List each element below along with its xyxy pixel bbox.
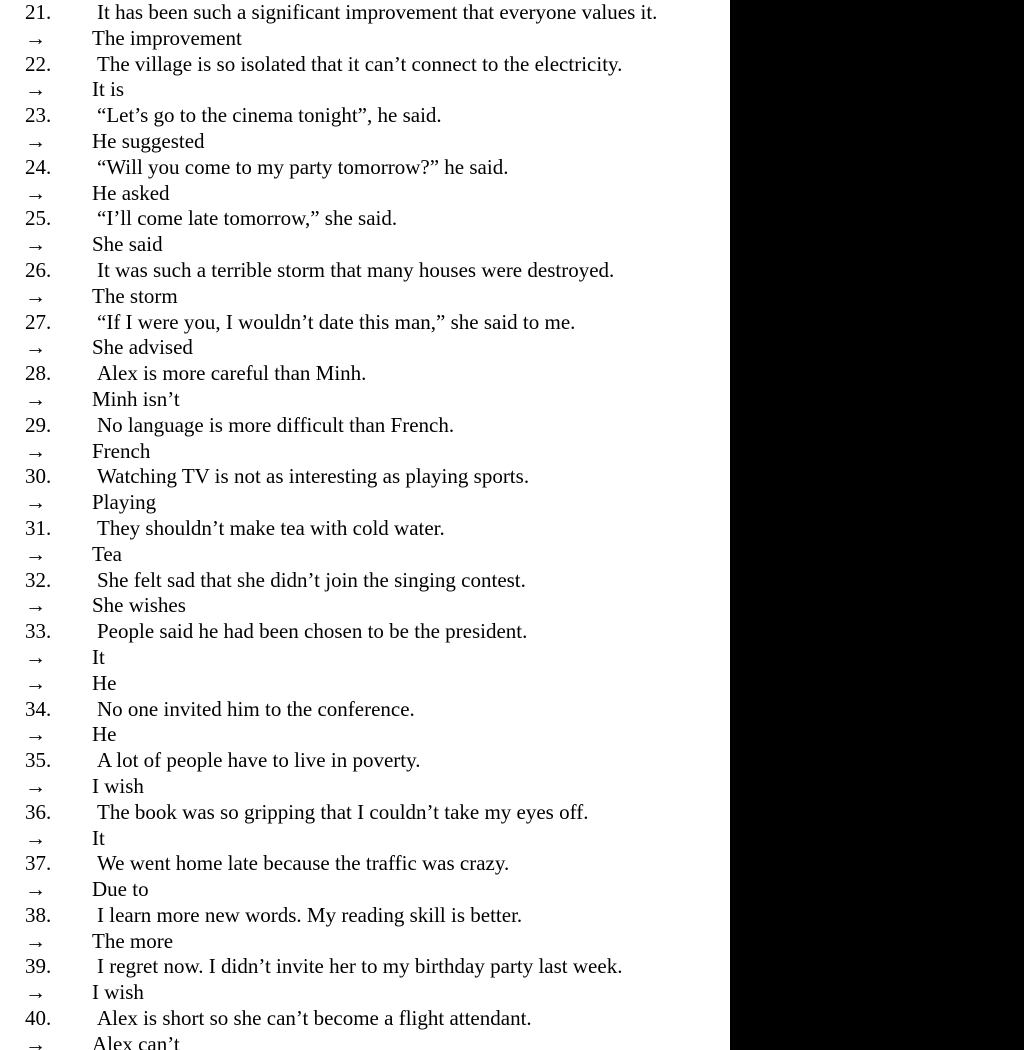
answer-stem-text: He suggested	[92, 128, 205, 153]
answer-prompt-line	[0, 77, 730, 103]
question-text: The village is so isolated that it can’t connect to the electricity.	[97, 51, 623, 76]
answer-prompt-line	[0, 980, 730, 1006]
question-line	[0, 310, 730, 336]
answer-prompt-line	[0, 826, 730, 852]
arrow-icon: →	[25, 541, 46, 566]
question-number: 24.	[25, 154, 52, 179]
question-number: 31.	[25, 515, 52, 540]
question-number: 36.	[25, 799, 52, 824]
answer-stem-text: It	[92, 644, 105, 669]
question-line	[0, 800, 730, 826]
arrow-icon: →	[25, 180, 46, 205]
question-line	[0, 697, 730, 723]
answer-stem-text: The improvement	[92, 25, 242, 50]
question-number: 30.	[25, 464, 52, 489]
question-number: 21.	[25, 0, 52, 24]
arrow-icon: →	[25, 335, 46, 360]
answer-prompt-line	[0, 232, 730, 258]
answer-stem-text: The more	[92, 928, 174, 953]
question-number: 32.	[25, 567, 52, 592]
answer-prompt-line	[0, 387, 730, 413]
arrow-icon: →	[25, 283, 46, 308]
question-text: People said he had been chosen to be the president.	[97, 619, 528, 644]
arrow-icon: →	[25, 670, 46, 695]
question-text: “Let’s go to the cinema tonight”, he said.	[97, 103, 442, 128]
arrow-icon: →	[25, 877, 46, 902]
question-line	[0, 103, 730, 129]
answer-stem-text: The storm	[92, 283, 178, 308]
arrow-icon: →	[25, 773, 46, 798]
answer-stem-text: It	[92, 825, 105, 850]
answer-prompt-line	[0, 593, 730, 619]
question-line	[0, 954, 730, 980]
arrow-icon: →	[25, 386, 46, 411]
question-line	[0, 52, 730, 78]
arrow-icon: →	[25, 77, 46, 102]
question-number: 39.	[25, 954, 52, 979]
question-number: 22.	[25, 51, 52, 76]
question-number: 27.	[25, 309, 52, 334]
answer-prompt-line	[0, 645, 730, 671]
question-number: 38.	[25, 902, 52, 927]
question-number: 25.	[25, 206, 52, 231]
arrow-icon: →	[25, 593, 46, 618]
answer-stem-text: Playing	[92, 490, 157, 515]
question-line	[0, 258, 730, 284]
answer-prompt-line	[0, 1032, 730, 1050]
arrow-icon: →	[25, 25, 46, 50]
black-side-band	[730, 0, 1024, 1050]
answer-prompt-line	[0, 877, 730, 903]
answer-stem-text: She wishes	[92, 593, 186, 618]
question-line	[0, 903, 730, 929]
question-text: No language is more difficult than French.	[97, 412, 455, 437]
arrow-icon: →	[25, 825, 46, 850]
question-text: I learn more new words. My reading skill is better.	[97, 902, 523, 927]
question-line	[0, 619, 730, 645]
answer-stem-text: She advised	[92, 335, 193, 360]
question-text: She felt sad that she didn’t join the singing contest.	[97, 567, 526, 592]
question-text: “I’ll come late tomorrow,” she said.	[97, 206, 398, 231]
answer-stem-text: She said	[92, 232, 163, 257]
question-number: 26.	[25, 257, 52, 282]
answer-prompt-line	[0, 181, 730, 207]
arrow-icon: →	[25, 1031, 46, 1050]
question-line	[0, 413, 730, 439]
answer-stem-text: French	[92, 438, 151, 463]
answer-prompt-line	[0, 284, 730, 310]
answer-stem-text: He	[92, 722, 117, 747]
question-line	[0, 748, 730, 774]
question-number: 29.	[25, 412, 52, 437]
question-line	[0, 568, 730, 594]
question-text: It has been such a significant improvement that everyone values it.	[97, 0, 658, 24]
arrow-icon: →	[25, 928, 46, 953]
arrow-icon: →	[25, 232, 46, 257]
question-number: 34.	[25, 696, 52, 721]
arrow-icon: →	[25, 490, 46, 515]
question-number: 35.	[25, 748, 52, 773]
question-text: Alex is more careful than Minh.	[97, 361, 367, 386]
question-text: Watching TV is not as interesting as playing sports.	[97, 464, 530, 489]
answer-stem-text: I wish	[92, 773, 144, 798]
question-text: “If I were you, I wouldn’t date this man,” she said to me.	[97, 309, 576, 334]
arrow-icon: →	[25, 980, 46, 1005]
answer-prompt-line	[0, 335, 730, 361]
question-text: The book was so gripping that I couldn’t take my eyes off.	[97, 799, 589, 824]
answer-prompt-line	[0, 774, 730, 800]
answer-stem-text: Alex can’t	[92, 1031, 180, 1050]
question-number: 28.	[25, 361, 52, 386]
question-line	[0, 155, 730, 181]
answer-prompt-line	[0, 26, 730, 52]
question-text: No one invited him to the conference.	[97, 696, 415, 721]
question-text: I regret now. I didn’t invite her to my birthday party last week.	[97, 954, 623, 979]
question-line	[0, 361, 730, 387]
question-line	[0, 206, 730, 232]
answer-stem-text: Tea	[92, 541, 123, 566]
question-text: It was such a terrible storm that many houses were destroyed.	[97, 257, 615, 282]
question-number: 37.	[25, 851, 52, 876]
answer-prompt-line	[0, 671, 730, 697]
question-number: 33.	[25, 619, 52, 644]
answer-stem-text: It is	[92, 77, 125, 102]
question-line	[0, 464, 730, 490]
question-text: They shouldn’t make tea with cold water.	[97, 515, 445, 540]
question-line	[0, 851, 730, 877]
question-line	[0, 1006, 730, 1032]
question-text: We went home late because the traffic was crazy.	[97, 851, 510, 876]
question-text: Alex is short so she can’t become a flight attendant.	[97, 1006, 532, 1031]
answer-stem-text: Due to	[92, 877, 149, 902]
question-text: A lot of people have to live in poverty.	[97, 748, 421, 773]
question-line	[0, 0, 730, 26]
arrow-icon: →	[25, 644, 46, 669]
answer-prompt-line	[0, 129, 730, 155]
answer-stem-text: Minh isn’t	[92, 386, 180, 411]
arrow-icon: →	[25, 438, 46, 463]
arrow-icon: →	[25, 128, 46, 153]
answer-prompt-line	[0, 929, 730, 955]
answer-stem-text: He asked	[92, 180, 170, 205]
question-text: “Will you come to my party tomorrow?” he said.	[97, 154, 509, 179]
question-line	[0, 516, 730, 542]
arrow-icon: →	[25, 722, 46, 747]
question-number: 23.	[25, 103, 52, 128]
answer-prompt-line	[0, 490, 730, 516]
question-number: 40.	[25, 1006, 52, 1031]
answer-prompt-line	[0, 542, 730, 568]
answer-stem-text: I wish	[92, 980, 144, 1005]
answer-prompt-line	[0, 439, 730, 465]
answer-stem-text: He	[92, 670, 117, 695]
answer-prompt-line	[0, 722, 730, 748]
